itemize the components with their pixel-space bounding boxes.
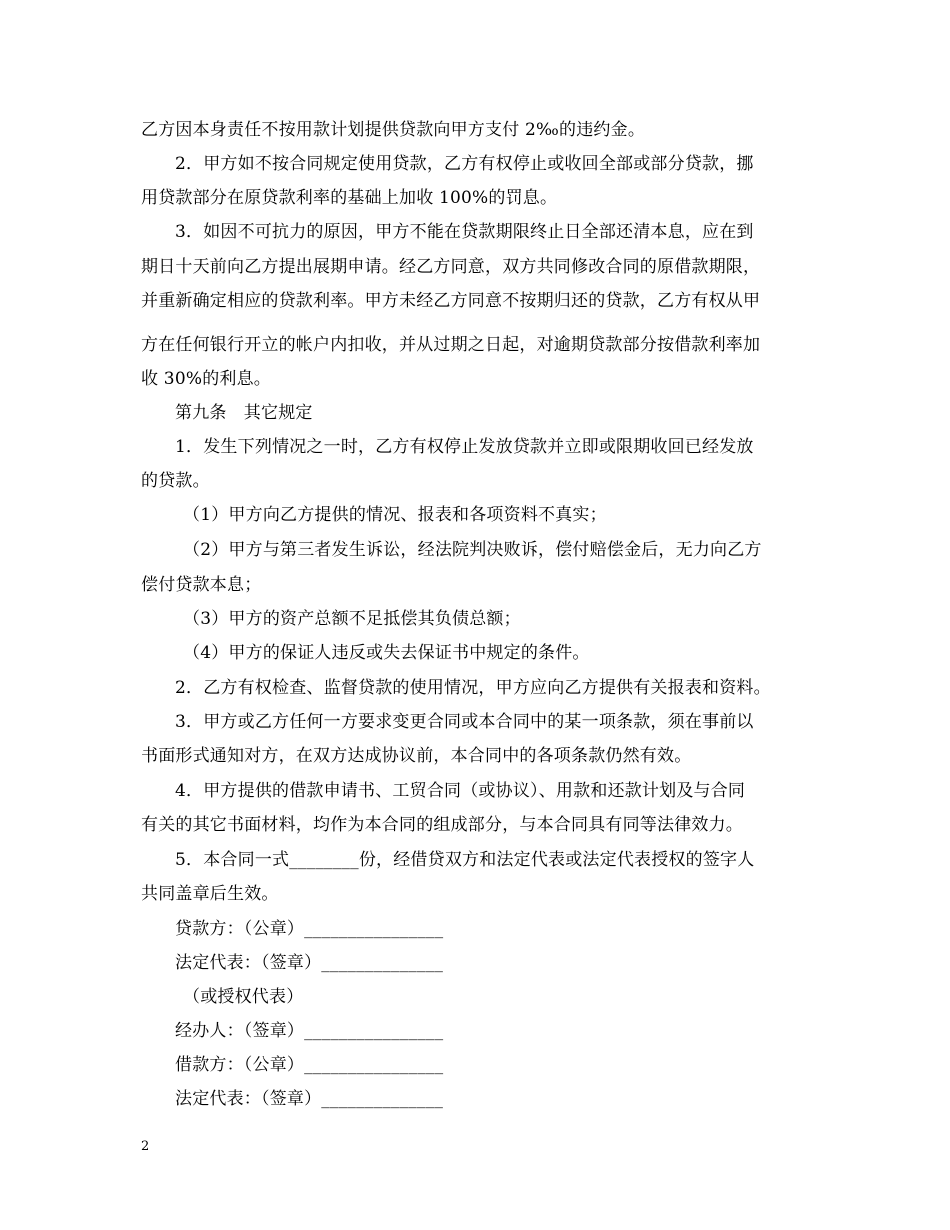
paragraph-line: 5．本合同一式________份，经借贷双方和法定代表或法定代表授权的签字人 <box>175 850 755 870</box>
paragraph-line: 3．甲方或乙方任何一方要求变更合同或本合同中的某一项条款，须在事前以 <box>175 712 754 732</box>
signature-borrower-seal: 借款方：（公章）________________ <box>175 1055 444 1075</box>
paragraph-line: 乙方因本身责任不按用款计划提供贷款向甲方支付 2‰的违约金。 <box>141 120 646 140</box>
paragraph-line: 有关的其它书面材料，均作为本合同的组成部分，与本合同具有同等法律效力。 <box>141 815 743 835</box>
signature-handler: 经办人：（签章）________________ <box>175 1021 444 1041</box>
paragraph-line: 的贷款。 <box>141 471 210 491</box>
paragraph-line: 用贷款部分在原贷款利率的基础上加收 100%的罚息。 <box>141 188 558 208</box>
list-item: （1）甲方向乙方提供的情况、报表和各项资料不真实； <box>183 505 607 525</box>
paragraph-line: 期日十天前向乙方提出展期申请。经乙方同意，双方共同修改合同的原借款期限， <box>141 257 761 277</box>
signature-borrower-legal-rep: 法定代表：（签章）______________ <box>175 1089 444 1109</box>
paragraph-line: 书面形式通知对方，在双方达成协议前，本合同中的各项条款仍然有效。 <box>141 746 692 766</box>
paragraph-line: 共同盖章后生效。 <box>141 884 279 904</box>
paragraph-line: 并重新确定相应的贷款利率。甲方未经乙方同意不按期归还的贷款，乙方有权从甲 <box>141 291 761 311</box>
page-number: 2 <box>141 1139 150 1154</box>
paragraph-line: 1．发生下列情况之一时，乙方有权停止发放贷款并立即或限期收回已经发放 <box>175 437 754 457</box>
list-item: （4）甲方的保证人违反或失去保证书中规定的条件。 <box>183 643 590 663</box>
paragraph-line: 2．甲方如不按合同规定使用贷款，乙方有权停止或收回全部或部分贷款，挪 <box>175 154 754 174</box>
paragraph-line: 偿付贷款本息； <box>141 575 262 595</box>
paragraph-line: 3．如因不可抗力的原因，甲方不能在贷款期限终止日全部还清本息，应在到 <box>175 222 754 242</box>
list-item: （3）甲方的资产总额不足抵偿其负债总额； <box>183 609 521 629</box>
paragraph-line: 2．乙方有权检查、监督贷款的使用情况，甲方应向乙方提供有关报表和资料。 <box>175 678 771 698</box>
paragraph-line: 方在任何银行开立的帐户内扣收，并从过期之日起，对逾期贷款部分按借款利率加 <box>141 335 761 355</box>
paragraph-line: 收 30%的利息。 <box>141 369 271 389</box>
section-heading: 第九条 其它规定 <box>175 403 313 423</box>
paragraph-line: 4．甲方提供的借款申请书、工贸合同（或协议）、用款和还款计划及与合同 <box>175 781 746 801</box>
signature-lender-seal: 贷款方：（公章）________________ <box>175 919 444 939</box>
signature-lender-legal-rep: 法定代表：（签章）______________ <box>175 953 444 973</box>
list-item: （2）甲方与第三者发生诉讼，经法院判决败诉，偿付赔偿金后，无力向乙方 <box>183 540 762 560</box>
signature-authorized-rep: （或授权代表） <box>183 987 304 1007</box>
